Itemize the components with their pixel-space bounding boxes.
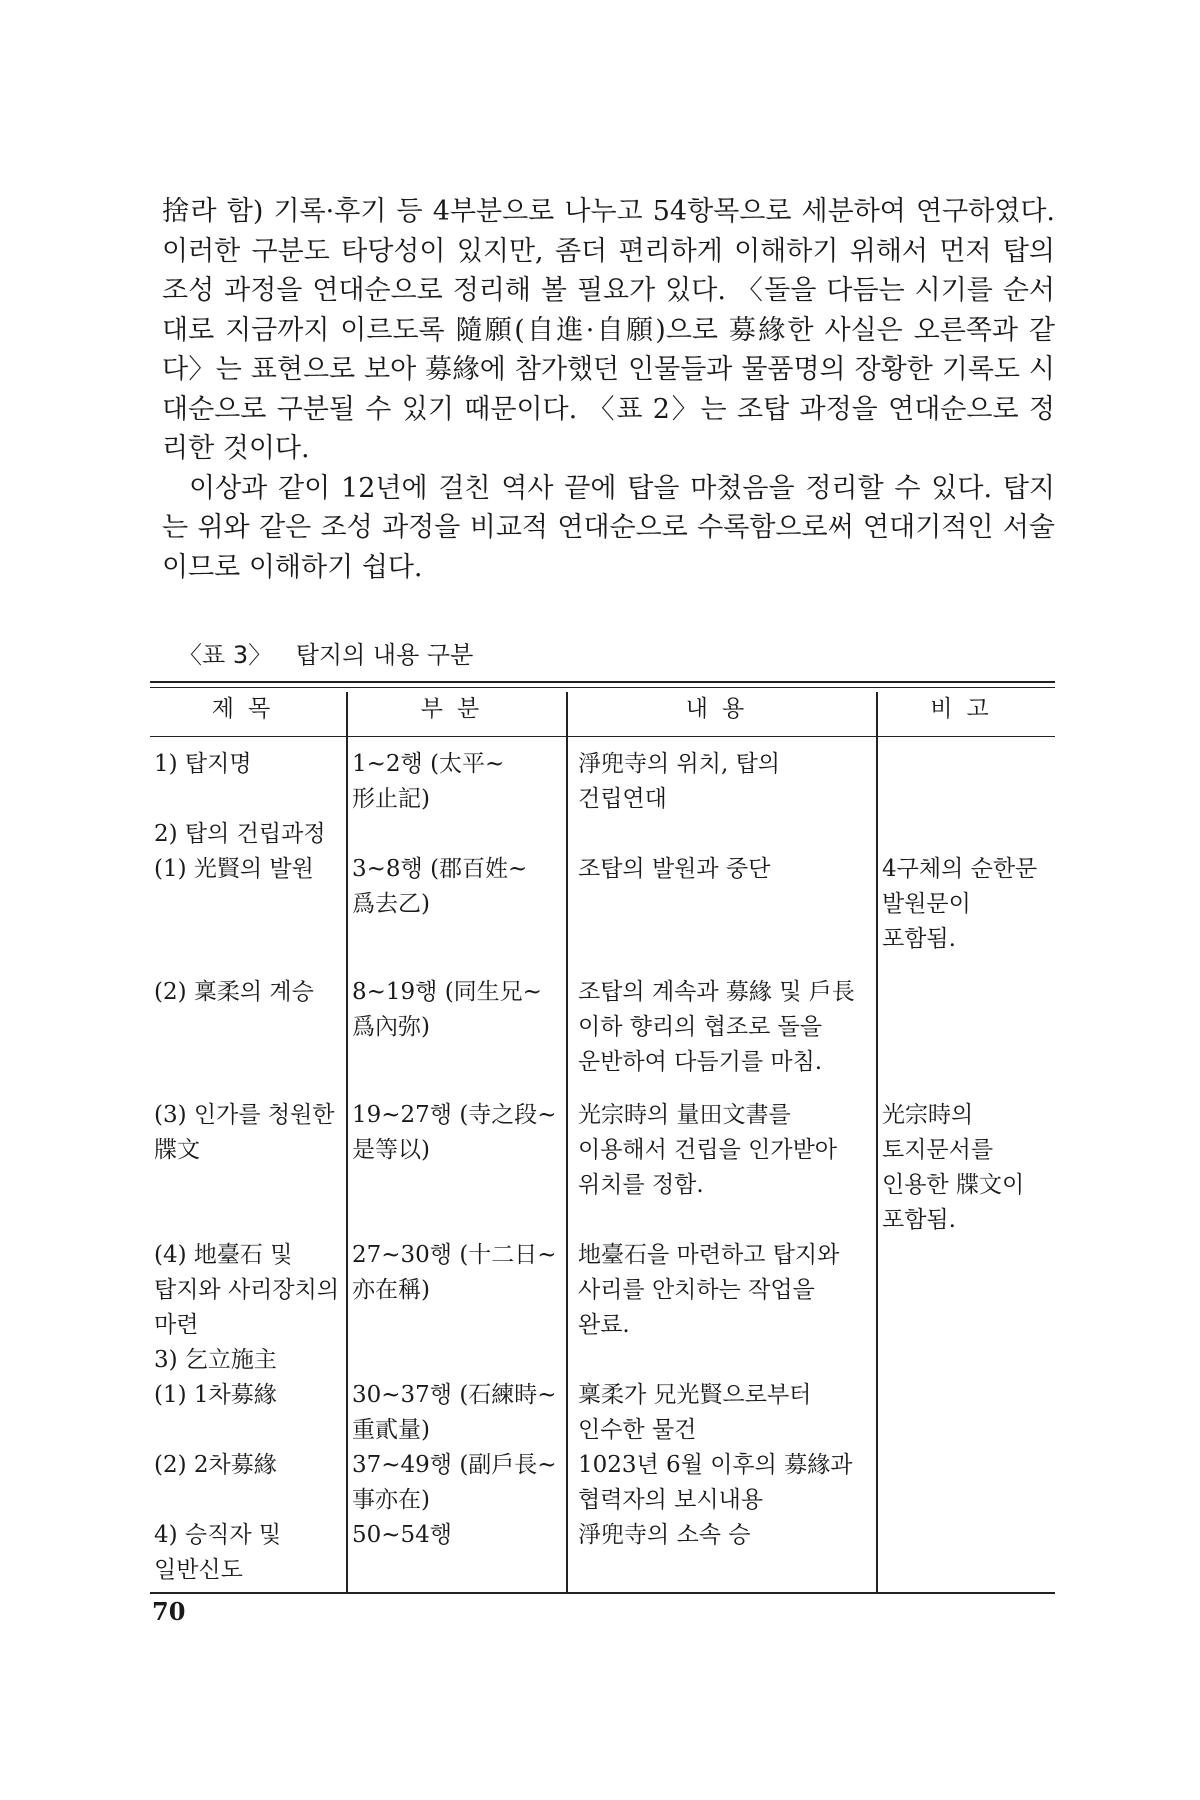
paragraph: 捨라 함) 기록·후기 등 4부분으로 나누고 54항목으로 세분하여 연구하였다. 이러한 구분도 타당성이 있지만, 좀더 편리하게 이해하기 위해서 먼저 탑의 조성 과정을 연대순으로 정리해 볼 필요가 있다. 〈돌을 다듬는 시기를 순서대로 지금까지 이르도록 隨願(自進·自願)으로 募緣한 사실은 오른쪽과 같다〉는 표현으로 보아 募緣에 참가했던 인물들과 물품명의 장황한 기록도 시대순으로 구분될 수 있기 때문이다. 〈표 2〉는 조탑 과정을 연대순으로 정리한 것이다. (162, 196, 1055, 464)
cell-title: (2) 2차募緣 (154, 1452, 277, 1478)
cell-note (877, 1378, 1055, 1448)
cell-content (567, 1343, 877, 1378)
cell-part: 37~49행 (副戶長~事亦在) (347, 1448, 567, 1518)
cell-part: 30~37행 (石練時~重貳量) (347, 1378, 567, 1448)
content-table (150, 692, 1055, 1594)
cell-title: (2) 稟柔의 계승 (154, 979, 314, 1005)
cell-content: 稟柔가 兄光賢으로부터 인수한 물건 (567, 1378, 877, 1448)
cell-title: 1) 탑지명 (154, 751, 252, 777)
cell-part: 8~19행 (同生兄~爲內弥) (347, 975, 567, 1098)
cell-note: 4구체의 순한문 발원문이 포함됨. (877, 852, 1055, 975)
cell-part (347, 1343, 567, 1378)
column-header-title: 제목 (150, 692, 347, 737)
table-caption (178, 635, 489, 670)
table-row (150, 1378, 1055, 1448)
page-number: 70 (152, 1597, 186, 1626)
cell-title: (4) 地臺石 및 탑지와 사리장치의 마련 (154, 1242, 340, 1338)
table-row (150, 1238, 1055, 1343)
cell-note (877, 1448, 1055, 1518)
cell-content (567, 817, 877, 852)
cell-note (877, 1238, 1055, 1343)
cell-title: (1) 光賢의 발원 (154, 856, 314, 882)
paragraph: 이상과 같이 12년에 걸친 역사 끝에 탑을 마쳤음을 정리할 수 있다. 탑지는 위와 같은 조성 과정을 비교적 연대순으로 수록함으로써 연대기적인 서술이므로 이해하기 쉽다. (162, 472, 1055, 583)
table-row (150, 852, 1055, 975)
cell-title: 3) 乞立施主 (154, 1347, 277, 1373)
table-row (150, 1448, 1055, 1518)
cell-part: 50~54행 (347, 1518, 567, 1593)
cell-content: 淨兜寺의 소속 승 (567, 1518, 877, 1593)
cell-part: 3~8행 (郡百姓~爲去乙) (347, 852, 567, 975)
cell-content: 조탑의 계속과 募緣 및 戶長 이하 향리의 협조로 돌을 운반하여 다듬기를 마침. (567, 975, 877, 1098)
column-header-part: 부분 (347, 692, 567, 737)
table-row (150, 1098, 1055, 1238)
cell-content: 1023년 6월 이후의 募緣과 협력자의 보시내용 (567, 1448, 877, 1518)
table-top-rule (150, 681, 1055, 688)
cell-note (877, 817, 1055, 852)
cell-title: 4) 승직자 및 일반신도 (150, 1518, 347, 1593)
cell-note: 光宗時의 토지문서를 인용한 牒文이 포함됨. (877, 1098, 1055, 1238)
table-caption-label: 〈표 3〉 (178, 641, 273, 669)
cell-note (877, 975, 1055, 1098)
cell-title: 2) 탑의 건립과정 (154, 821, 326, 847)
cell-note (877, 1518, 1055, 1593)
cell-part (347, 817, 567, 852)
table-caption-title: 탑지의 내용 구분 (295, 641, 474, 669)
table-row (150, 737, 1055, 818)
table-header-row (150, 692, 1055, 737)
table-row (150, 1518, 1055, 1593)
cell-content: 조탑의 발원과 중단 (567, 852, 877, 975)
cell-content: 光宗時의 量田文書를 이용해서 건립을 인가받아 위치를 정함. (567, 1098, 877, 1238)
table-row (150, 817, 1055, 852)
cell-note (877, 1343, 1055, 1378)
cell-content: 地臺石을 마련하고 탑지와 사리를 안치하는 작업을 완료. (567, 1238, 877, 1343)
cell-note (877, 737, 1055, 818)
cell-title: (1) 1차募緣 (154, 1382, 277, 1408)
table-row (150, 1343, 1055, 1378)
body-text (162, 192, 1055, 587)
cell-part: 27~30행 (十二日~亦在稱) (347, 1238, 567, 1343)
column-header-content: 내용 (567, 692, 877, 737)
table-row (150, 975, 1055, 1098)
cell-title: (3) 인가를 청원한 牒文 (154, 1102, 335, 1163)
column-header-note: 비고 (877, 692, 1055, 737)
cell-part: 19~27행 (寺之段~是等以) (347, 1098, 567, 1238)
cell-part: 1~2행 (太平~形止記) (347, 737, 567, 818)
cell-content: 淨兜寺의 위치, 탑의 건립연대 (567, 737, 877, 818)
